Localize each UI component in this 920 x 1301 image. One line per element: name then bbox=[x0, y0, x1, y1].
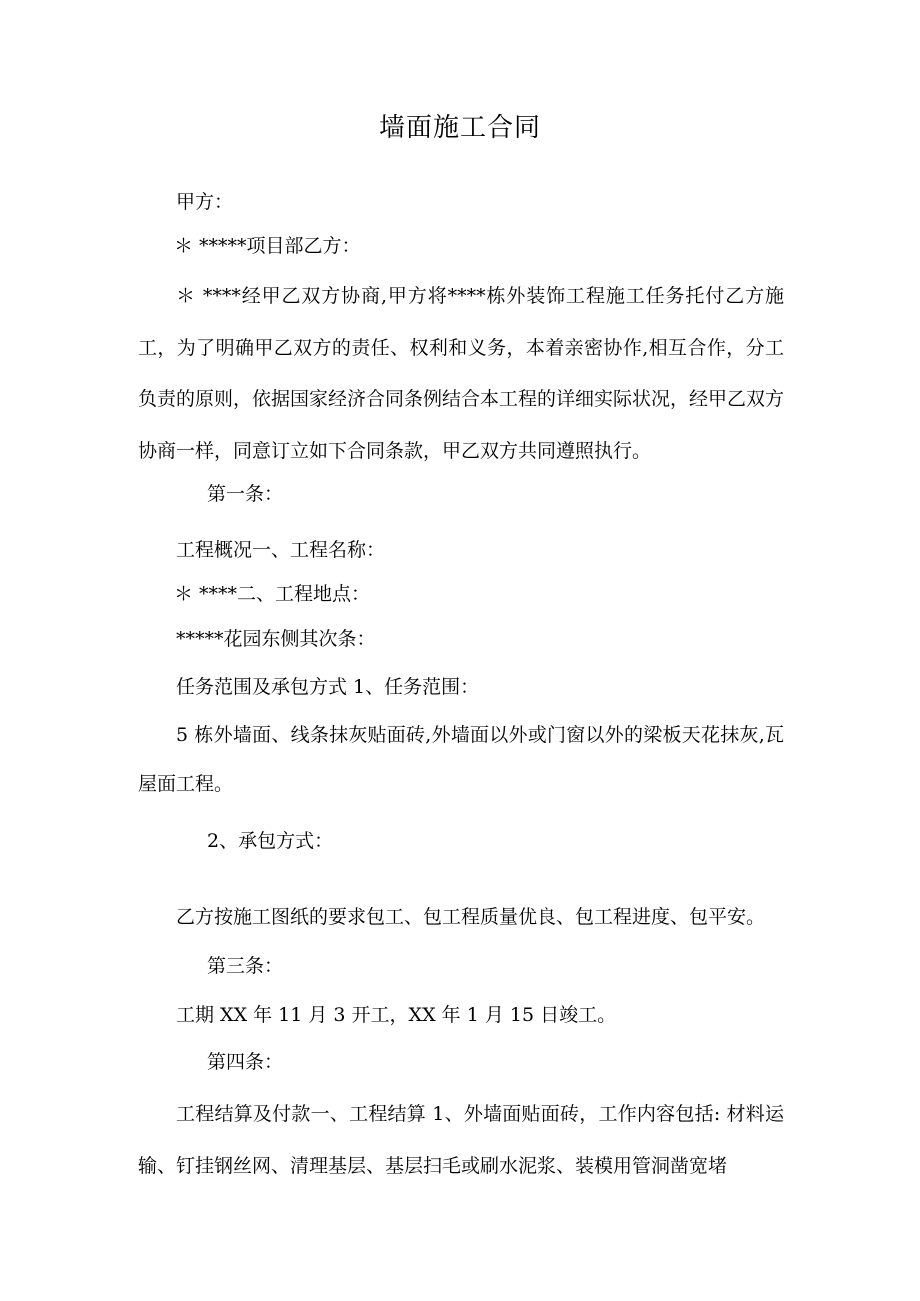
location-line: ＊ ****二、工程地点： bbox=[174, 583, 371, 605]
overview-line: 工程概况一、工程名称： bbox=[176, 539, 386, 561]
project-dept-line: ＊ *****项目部乙方： bbox=[174, 235, 361, 257]
party-a-label: 甲方： bbox=[176, 191, 234, 213]
scope-heading: 任务范围及承包方式 1、任务范围： bbox=[176, 676, 480, 698]
scope-paragraph: 5 栋外墙面、线条抹灰贴面砖,外墙面以外或门窗以外的梁板天花抹灰,瓦屋面工程。 bbox=[138, 724, 784, 795]
schedule-line: 工期 XX 年 11 月 3 开工，XX 年 1 月 15 日竣工。 bbox=[176, 1004, 617, 1026]
article-1-heading: 第一条： bbox=[207, 483, 284, 505]
contract-mode-detail: 乙方按施工图纸的要求包工、包工程质量优良、包工程进度、包平安。 bbox=[176, 906, 766, 928]
contract-mode-heading: 2、承包方式： bbox=[207, 830, 334, 852]
intro-paragraph: ＊ ****经甲乙双方协商,甲方将****栋外装饰工程施工任务托付乙方施工，为了明确甲乙双方的责任、权利和义务，本着亲密协作,相互合作，分工负责的原则，依据国家经济合同条例结合本工程的详细实际状况，经甲乙双方协商一样，同意订立如下合同条款，甲乙双方共同遵照执行。 bbox=[138, 285, 785, 462]
article-3-heading: 第三条： bbox=[207, 955, 284, 977]
garden-line: *****花园东侧其次条： bbox=[176, 628, 376, 650]
document-title: 墙面施工合同 bbox=[378, 113, 541, 143]
article-4-heading: 第四条： bbox=[207, 1051, 284, 1073]
settlement-paragraph: 工程结算及付款一、工程结算 1、外墙面贴面砖，工作内容包括: 材料运输、钉挂钢丝网、清理基层、基层扫毛或刷水泥浆、装模用管洞凿宽堵 bbox=[138, 1103, 784, 1177]
